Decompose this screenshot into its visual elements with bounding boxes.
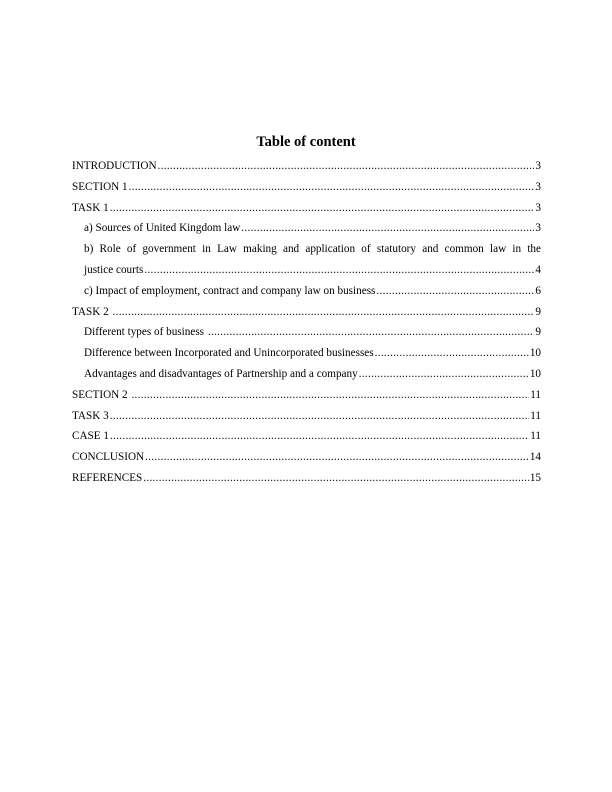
toc-entry-label: justice courts <box>84 263 144 276</box>
toc-entry-label-line-1 <box>84 239 541 260</box>
toc-entry-label: SECTION 1 <box>72 180 128 193</box>
toc-entry-label: Difference between Incorporated and Unincorporated businesses <box>84 347 374 360</box>
toc-page-number: 3 <box>535 180 541 193</box>
toc-entry-label: TASK 3 <box>72 409 109 422</box>
toc-dot-leader <box>158 156 535 177</box>
toc-entry-references[interactable] <box>72 468 541 489</box>
toc-dot-leader <box>110 198 535 219</box>
toc-entry-partnership-and-company[interactable] <box>72 364 541 385</box>
toc-dot-leader <box>359 364 529 385</box>
toc-entry-label: INTRODUCTION <box>72 160 157 172</box>
toc-title: Table of content <box>256 134 356 150</box>
toc-page-number: 11 <box>530 430 541 443</box>
toc-page-number: 3 <box>535 201 541 214</box>
toc-page-number: 9 <box>535 305 541 318</box>
toc-page-number: 11 <box>530 388 541 401</box>
toc-dot-leader <box>143 468 529 489</box>
toc-entry-label-text: b) Role of government in Law making and application of statutory and common law in the <box>84 243 541 256</box>
toc-entry-label: Advantages and disadvantages of Partnership and a company <box>84 367 358 380</box>
toc-entry-label: SECTION 2 <box>72 388 131 401</box>
toc-entry-label-line-2 <box>84 260 541 281</box>
toc-entry-task-2[interactable] <box>72 302 541 323</box>
toc-page-number: 10 <box>529 347 541 360</box>
toc-page-number: 4 <box>535 263 541 276</box>
toc-page-number: 3 <box>535 160 541 172</box>
toc-dot-leader <box>129 177 535 198</box>
toc-entry-label: TASK 2 <box>72 305 112 318</box>
toc-page-number: 6 <box>535 284 541 297</box>
toc-dot-leader <box>144 260 534 281</box>
toc-entry-section-2[interactable] <box>72 385 541 406</box>
toc-entry-sources-of-uk-law[interactable] <box>72 218 541 239</box>
toc-entry-case-1[interactable] <box>72 426 541 447</box>
toc-entry-label: Different types of business <box>84 326 207 339</box>
toc-entry-label: REFERENCES <box>72 471 143 484</box>
toc-entry-label: TASK 1 <box>72 201 109 214</box>
toc-entry-incorporated-vs-unincorporated[interactable] <box>72 343 541 364</box>
toc-dot-leader <box>131 385 529 406</box>
toc-page-number: 11 <box>530 409 541 422</box>
toc-entry-role-of-government[interactable] <box>72 239 541 281</box>
toc-page-number: 14 <box>529 451 541 464</box>
toc-dot-leader <box>113 302 535 323</box>
toc-dot-leader <box>145 447 529 468</box>
toc-entry-label: c) Impact of employment, contract and company law on business <box>84 284 376 297</box>
toc-entry-introduction[interactable] <box>72 156 541 177</box>
toc-dot-leader <box>110 426 529 447</box>
toc-entry-label: CASE 1 <box>72 430 109 443</box>
table-of-contents <box>72 156 541 489</box>
toc-entry-task-1[interactable] <box>72 198 541 219</box>
toc-page-number: 15 <box>529 471 541 484</box>
toc-entry-task-3[interactable] <box>72 406 541 427</box>
toc-dot-leader <box>241 218 534 239</box>
toc-entry-conclusion[interactable] <box>72 447 541 468</box>
toc-entry-types-of-business[interactable] <box>72 322 541 343</box>
toc-entry-label: a) Sources of United Kingdom law <box>84 222 241 235</box>
toc-page-number: 10 <box>529 367 541 380</box>
toc-dot-leader <box>375 343 529 364</box>
toc-dot-leader <box>208 322 535 343</box>
toc-entry-section-1[interactable] <box>72 177 541 198</box>
toc-dot-leader <box>110 406 530 427</box>
toc-entry-impact-of-law[interactable] <box>72 281 541 302</box>
toc-page-number: 9 <box>535 326 541 339</box>
toc-entry-label: CONCLUSION <box>72 451 145 464</box>
toc-dot-leader <box>376 281 534 302</box>
toc-page-number: 3 <box>535 222 541 235</box>
